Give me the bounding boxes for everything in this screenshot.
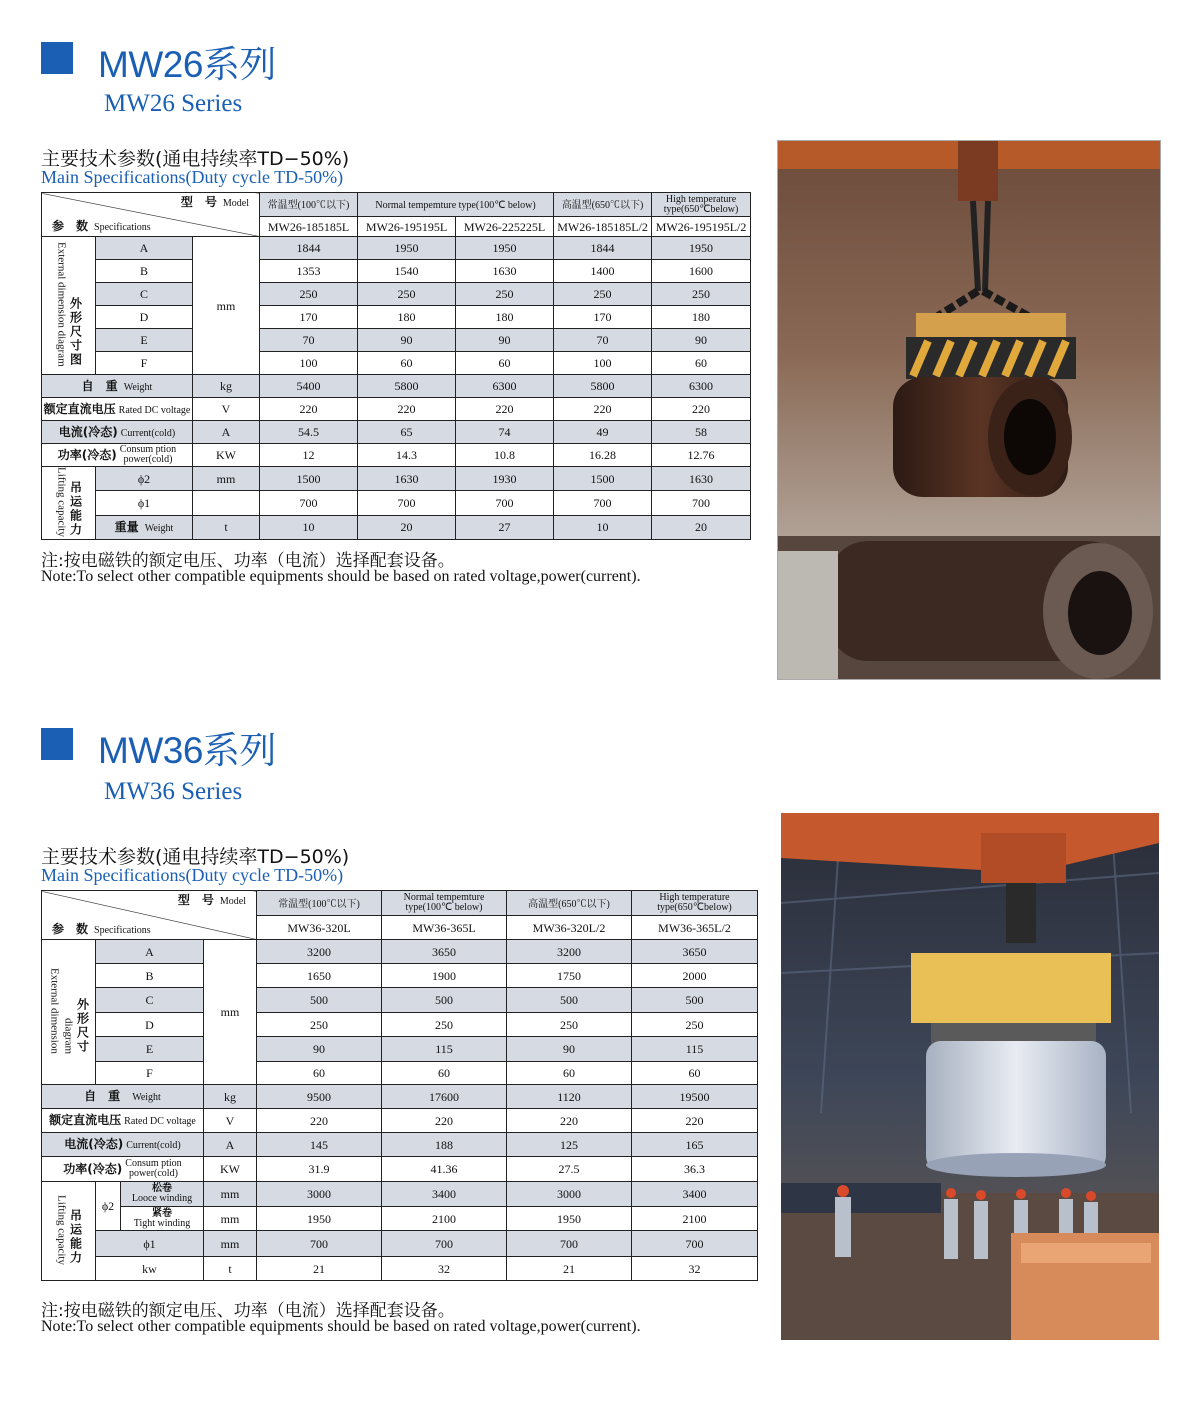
series-title-mw36: MW36系列: [98, 730, 276, 771]
spec-table-mw36: 型 号 Model 参 数 Specifications 常温型(100℃以下) Normal tempemture type(100℃ below) 高温型(650℃以下) High temperature type(650℃below) MW36-320L MW36-365L MW36-320L/2 MW36-365L/2 External dimension diagram 外形尺寸 A mm 3200 3650 3200 3650 B 1650 1900 1750 2000 C 500 500 500 500 D 250 250 250 250 E 90 115 90 115 F 60 60 60 60 自 重 Weight kg 9500 17600 1120 19500 额定直流电压 Rated DC voltage V 220 220 220 220 电流(冷态) Current(cold) A 145 188 125 165 功率(冷态) Consum ption power(cold) KW 31.9 41.36 27.5 36.3 Lifting capacity 吊运能力 ϕ2 松卷 Looce winding mm 3000 3400 3000 3400 紧卷 Tight winding mm 1950 2100 1950 2100 ϕ1 mm 700 700 700 700 kw t 21 32 21 32: [41, 890, 758, 1281]
section-marker: [41, 728, 73, 760]
spec-title-cn: 主要技术参数(通电持续率TD−50%): [41, 148, 350, 170]
current-row: 电流(冷态) Current(cold) A 54.5 65 74 49 58: [42, 421, 751, 444]
normal-type-header: 常温型(100℃以下): [257, 891, 382, 916]
table-row: D 250 250 250 250: [42, 1013, 758, 1037]
model-row: MW36-320L MW36-365L MW36-320L/2 MW36-365L/2: [42, 916, 758, 940]
high-type-header: 高温型(650℃以下): [554, 193, 652, 217]
note-cn: 注:按电磁铁的额定电压、功率（电流）选择配套设备。: [41, 551, 455, 571]
dimension-group: External dimension diagram 外形尺寸: [42, 940, 96, 1085]
weight-row: 自 重 Weight kg 9500 17600 1120 19500: [42, 1085, 758, 1109]
note-en: Note:To select other compatible equipments should be based on rated voltage,power(current).: [41, 1318, 641, 1335]
note-en: Note:To select other compatible equipments should be based on rated voltage,power(current).: [41, 568, 641, 585]
spec-table-mw26: 型 号 Model 参 数 Specifications 常温型(100℃以下) Normal tempemture type(100℃ below) 高温型(650℃以下) High temperature type(650℃below) MW26-185185L MW26-195195L MW26-225225L MW26-185185L/2 MW26-195195L/2 External dimension diagram 外形尺寸图 A mm 1844 1950 1950 1844 1950 B 1353 1540 1630 1400 1600 C 250 250 250 250 250 D 170 180 180 170 180 E 70 90 90 70 90 F 100 60 60 100 60 自 重 Weight kg 5400 5800 6300 5800 6300 额定直流电压 Rated DC voltage V 220 220 220 220 220 电流(冷态) Current(cold) A 54.5 65 74 49 58 功率(冷态) Consum ption power(cold) KW 12 14.3 10.8 16.28 12.76 Lifting capacity 吊运能力 ϕ2 mm 1500 1630 1930 1500 1630 ϕ1 700 700 700 700 700 重量 Weight t 10 20 27 10 20: [41, 192, 751, 540]
table-row: B 1353 1540 1630 1400 1600: [42, 260, 751, 283]
spec-title-cn: 主要技术参数(通电持续率TD−50%): [41, 846, 350, 868]
header-corner: 型 号 Model 参 数 Specifications: [42, 891, 257, 940]
factory-lifting-photo: [781, 813, 1159, 1340]
table-row: C 250 250 250 250 250: [42, 283, 751, 306]
dimension-group: External dimension diagram 外形尺寸图: [42, 237, 96, 375]
coil-lifting-photo: [777, 140, 1161, 680]
table-row: F 100 60 60 100 60: [42, 352, 751, 375]
voltage-row: 额定直流电压 Rated DC voltage V 220 220 220 220: [42, 1109, 758, 1133]
series-title-mw26: MW26系列: [98, 44, 276, 85]
table-row: Lifting capacity 吊运能力 ϕ2 mm 1500 1630 1930 1500 1630: [42, 467, 751, 491]
normal-type-header: 常温型(100℃以下): [260, 193, 358, 217]
voltage-row: 额定直流电压 Rated DC voltage V 220 220 220 220 220: [42, 398, 751, 421]
spec-title-en: Main Specifications(Duty cycle TD-50%): [41, 167, 344, 187]
table-row: E 90 115 90 115: [42, 1037, 758, 1062]
table-row: kw t 21 32 21 32: [42, 1257, 758, 1281]
table-row: External dimension diagram 外形尺寸 A mm 3200 3650 3200 3650: [42, 940, 758, 964]
table-row: E 70 90 90 70 90: [42, 329, 751, 352]
header-corner: 型 号 Model 参 数 Specifications: [42, 193, 260, 237]
table-row: 紧卷 Tight winding mm 1950 2100 1950 2100: [42, 1207, 758, 1231]
section-marker: [41, 42, 73, 74]
power-row: 功率(冷态) Consum ption power(cold) KW 31.9 41.36 27.5 36.3: [42, 1157, 758, 1182]
lifting-group: Lifting capacity 吊运能力: [42, 467, 96, 540]
table-row: D 170 180 180 170 180: [42, 306, 751, 329]
weight-row: 自 重 Weight kg 5400 5800 6300 5800 6300: [42, 375, 751, 398]
table-row: ϕ1 mm 700 700 700 700: [42, 1231, 758, 1257]
lifting-group: Lifting capacity 吊运能力: [42, 1182, 96, 1281]
high-type-header: 高温型(650℃以下): [507, 891, 632, 916]
table-row: 重量 Weight t 10 20 27 10 20: [42, 515, 751, 539]
table-row: ϕ1 700 700 700 700 700: [42, 491, 751, 515]
table-row: B 1650 1900 1750 2000: [42, 964, 758, 988]
table-row: F 60 60 60 60: [42, 1062, 758, 1085]
note-cn: 注:按电磁铁的额定电压、功率（电流）选择配套设备。: [41, 1301, 455, 1321]
current-row: 电流(冷态) Current(cold) A 145 188 125 165: [42, 1133, 758, 1157]
model-row: MW26-185185L MW26-195195L MW26-225225L MW26-185185L/2 MW26-195195L/2: [42, 217, 751, 237]
power-row: 功率(冷态) Consum ption power(cold) KW 12 14.3 10.8 16.28 12.76: [42, 444, 751, 467]
table-row: Lifting capacity 吊运能力 ϕ2 松卷 Looce winding mm 3000 3400 3000 3400: [42, 1182, 758, 1207]
table-row: C 500 500 500 500: [42, 988, 758, 1013]
series-subtitle-mw36: MW36 Series: [104, 778, 243, 805]
table-row: External dimension diagram 外形尺寸图 A mm 1844 1950 1950 1844 1950: [42, 237, 751, 260]
spec-title-en: Main Specifications(Duty cycle TD-50%): [41, 865, 344, 885]
series-subtitle-mw26: MW26 Series: [104, 90, 243, 117]
